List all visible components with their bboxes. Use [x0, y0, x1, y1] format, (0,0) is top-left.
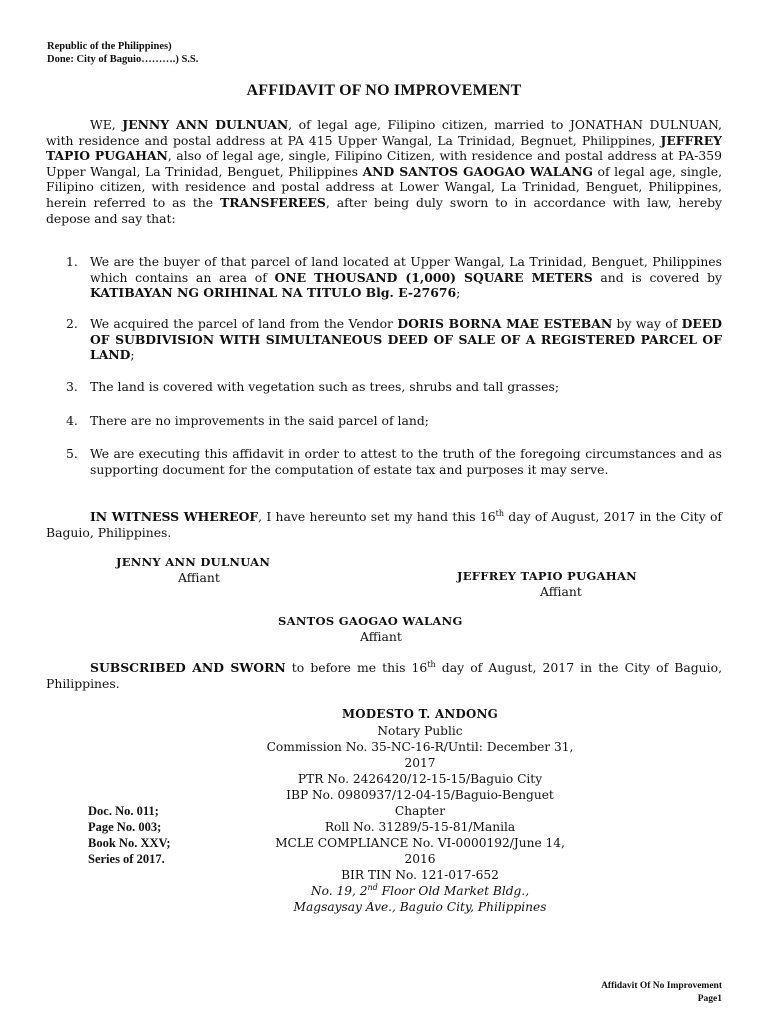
address-text: No. 19, 2 — [310, 884, 368, 898]
jurisdiction-header — [47, 40, 198, 66]
notary-line: Notary Public — [377, 724, 463, 738]
witness-text: day of August, 2017 in the City of Baguio, Philippines. — [46, 509, 722, 540]
intro-text: of legal age, single, Filipino citizen, with residence and postal address at Lower Wangal, La Trinidad, Benguet, Philippines, herein referred to as the — [46, 163, 723, 210]
affiant-name-3: SANTOS GAOGAO WALANG — [278, 614, 463, 628]
page-footer — [601, 980, 722, 1006]
item-bold: DORIS BORNA MAE ESTEBAN — [397, 316, 613, 331]
affiant-role-1: Affiant — [178, 570, 220, 585]
intro-name-3: AND SANTOS GAOGAO WALANG — [362, 163, 593, 179]
witness-paragraph — [46, 509, 722, 540]
notary-name: MODESTO T. ANDONG — [341, 707, 499, 721]
doc-info — [88, 803, 171, 867]
doc-number: Doc. No. 011; — [88, 804, 159, 818]
intro-transferees: TRANSFEREES — [220, 194, 326, 210]
document-title: AFFIDAVIT OF NO IMPROVEMENT — [246, 82, 522, 99]
item-text: We acquired the parcel of land from the Vendor — [90, 316, 398, 331]
list-item-number: 2. — [66, 316, 78, 331]
item-text: ; — [456, 285, 461, 301]
list-item — [90, 254, 722, 301]
subscribed-sup: th — [427, 659, 436, 669]
list-item-number: 3. — [66, 379, 78, 394]
intro-text: , also of legal age, single, Filipino Citizen, with residence and postal address at PA-359 Upper Wangal, La Trinidad, Benguet, Philippines — [46, 148, 722, 179]
header-republic: Republic of the Philippines) — [47, 41, 172, 52]
item-bold: DEED OF SUBDIVISION WITH SIMULTANEOUS DEED OF SALE OF A REGISTERED PARCEL OF LAND — [90, 316, 723, 363]
notary-line: BIR TIN No. 121-017-652 — [341, 868, 499, 882]
list-item-number: 5. — [66, 446, 78, 461]
subscribed-paragraph — [46, 660, 722, 691]
address-sup: nd — [367, 882, 378, 892]
notary-line: Roll No. 31289/5-15-81/Manila — [324, 820, 516, 834]
item-text: ; — [130, 347, 135, 363]
intro-text: , after being duly sworn to in accordance with law, hereby depose and say that: — [46, 194, 722, 226]
witness-text: , I have hereunto set my hand this 16 — [258, 509, 496, 524]
list-item-number: 4. — [66, 413, 78, 428]
subscribed-text: to before me this 16 — [285, 660, 428, 675]
list-item — [90, 316, 722, 363]
affiant-name-2: JEFFREY TAPIO PUGAHAN — [457, 569, 637, 583]
list-item: The land is covered with vegetation such as trees, shrubs and tall grasses; — [90, 379, 560, 394]
notary-line: Commission No. 35-NC-16-R/Until: December 31, 2017 — [266, 740, 574, 770]
affiant-role-2: Affiant — [540, 584, 582, 599]
item-bold: ONE THOUSAND (1,000) SQUARE METERS — [274, 269, 593, 285]
intro-name-1: JENNY ANN DULNUAN — [122, 117, 289, 132]
witness-sup: th — [495, 508, 505, 518]
footer-page: Page1 — [697, 994, 722, 1004]
intro-name-2: JEFFREY TAPIO PUGAHAN — [46, 132, 722, 164]
list-item: We are executing this affidavit in order to attest to the truth of the foregoing circumstances and as supporting document for the computation of estate tax and purposes it may serve. — [90, 446, 722, 477]
affiant-role-3: Affiant — [360, 629, 402, 644]
notary-line: PTR No. 2426420/12-15-15/Baguio City — [297, 772, 543, 786]
notary-address-1 — [260, 883, 580, 899]
intro-paragraph — [46, 117, 722, 226]
affiant-name-1: JENNY ANN DULNUAN — [116, 555, 271, 569]
witness-bold: IN WITNESS WHEREOF — [90, 509, 259, 524]
footer-title: Affidavit Of No Improvement — [601, 981, 722, 991]
item-text: We are the buyer of that parcel of land located at Upper Wangal, La Trinidad, Benguet, Philippines which contains an area of — [90, 254, 722, 285]
notary-address-2: Magsaysay Ave., Baguio City, Philippines — [293, 900, 547, 914]
subscribed-text: day of August, 2017 in the City of Baguio, Philippines. — [46, 660, 723, 691]
notary-line: IBP No. 0980937/12-04-15/Baguio-Benguet Chapter — [286, 788, 554, 818]
book-number: Book No. XXV; — [88, 836, 171, 850]
list-item: There are no improvements in the said parcel of land; — [90, 413, 429, 428]
subscribed-bold: SUBSCRIBED AND SWORN — [90, 660, 286, 675]
item-bold: KATIBAYAN NG ORIHINAL NA TITULO Blg. E-27676 — [90, 285, 457, 301]
item-text: and is covered by — [592, 269, 723, 285]
intro-text: , of legal age, Filipino citizen, married to JONATHAN DULNUAN, with residence and postal address at PA 415 Upper Wangal, La Trinidad, Begnuet, Philippines, — [46, 117, 722, 148]
list-item-number: 1. — [66, 254, 78, 269]
notary-line: MCLE COMPLIANCE No. VI-0000192/June 14, 2016 — [275, 836, 565, 866]
series-year: Series of 2017. — [88, 852, 165, 866]
page-number: Page No. 003; — [88, 820, 162, 834]
intro-text: WE, — [90, 117, 123, 132]
item-text: by way of — [612, 316, 682, 331]
address-text: Floor Old Market Bldg., — [377, 884, 530, 898]
header-city: Done: City of Baguio……….) S.S. — [47, 54, 199, 65]
notary-details — [260, 723, 580, 915]
